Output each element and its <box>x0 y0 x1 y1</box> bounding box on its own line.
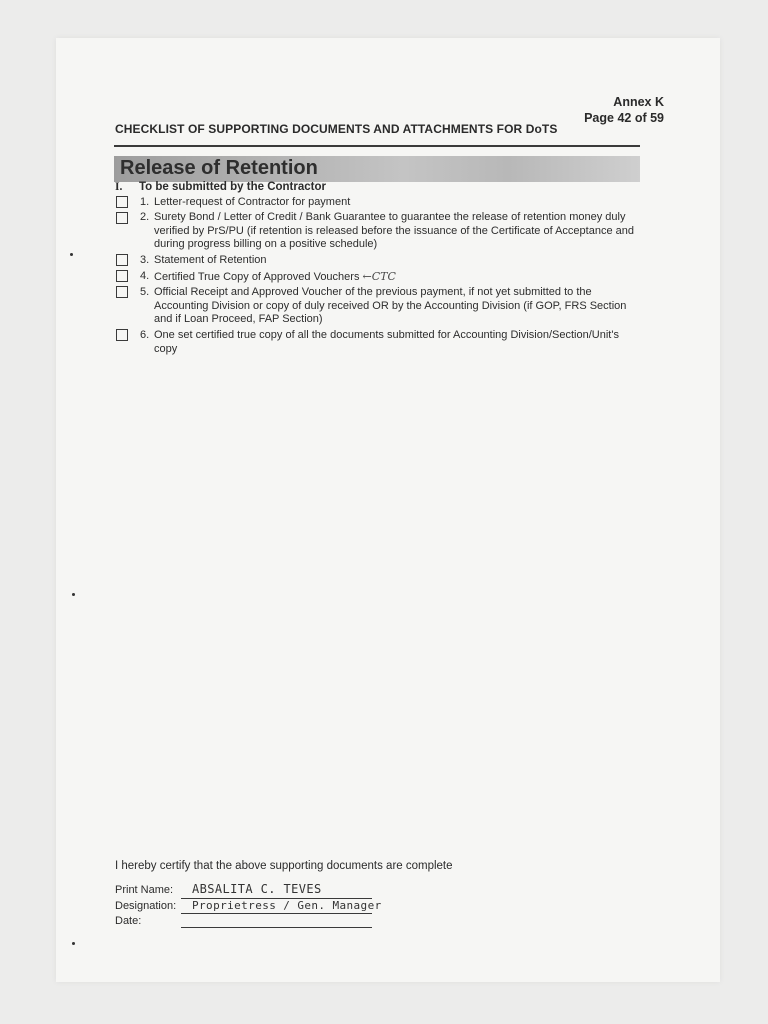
item-text-content: Certified True Copy of Approved Vouchers <box>154 271 360 283</box>
part-heading <box>115 181 326 193</box>
document-title: CHECKLIST OF SUPPORTING DOCUMENTS AND ATTACHMENTS FOR DoTS <box>115 122 558 136</box>
scan-speck <box>72 942 75 945</box>
checkbox[interactable] <box>116 286 128 298</box>
item-text: Surety Bond / Letter of Credit / Bank Guarantee to guarantee the release of retention money duly verified by PrS/PU (if retention is released before the issuance of the Certificate of Acceptance and during progress billing on a positive schedule) <box>154 211 634 250</box>
section-banner <box>114 156 640 182</box>
title-divider <box>114 145 640 147</box>
checkbox[interactable] <box>116 196 128 208</box>
item-number: 2. <box>140 211 150 223</box>
item-text <box>154 270 636 285</box>
item-number: 3. <box>140 254 150 266</box>
designation-value: Proprietress / Gen. Manager <box>192 899 382 912</box>
item-text: Statement of Retention <box>154 254 267 266</box>
item-text: Official Receipt and Approved Voucher of the previous payment, if not yet submitted to the Accounting Division or copy of duly received OR by the Accounting Division (if GOP, FRS Section and if Loan Proceed, FAP Section) <box>154 286 627 325</box>
item-text: Letter-request of Contractor for payment <box>154 196 351 208</box>
print-name-label: Print Name: <box>115 884 174 896</box>
checkbox[interactable] <box>116 270 128 282</box>
annex-label: Annex K <box>613 95 664 109</box>
scan-speck <box>70 253 73 256</box>
scan-speck <box>72 593 75 596</box>
print-name-row <box>115 884 181 896</box>
part-title: To be submitted by the Contractor <box>139 181 326 193</box>
handwritten-annotation: ←CTC <box>362 270 396 283</box>
item-number: 4. <box>140 270 150 282</box>
item-number: 6. <box>140 329 150 341</box>
checkbox[interactable] <box>116 329 128 341</box>
designation-row <box>115 900 181 912</box>
page-number: Page 42 of 59 <box>584 111 664 125</box>
section-title: Release of Retention <box>120 157 318 179</box>
item-number: 1. <box>140 196 150 208</box>
certification-statement: I hereby certify that the above supporting documents are complete <box>115 860 453 872</box>
date-row <box>115 915 181 927</box>
part-number: I. <box>115 181 123 193</box>
item-text: One set certified true copy of all the documents submitted for Accounting Division/Section/Unit's copy <box>154 329 619 355</box>
designation-line <box>181 913 372 914</box>
page-header-info <box>584 94 664 126</box>
checkbox[interactable] <box>116 254 128 266</box>
print-name-value: ABSALITA C. TEVES <box>192 882 322 896</box>
checkbox[interactable] <box>116 212 128 224</box>
date-line <box>181 927 372 928</box>
designation-label: Designation: <box>115 900 177 912</box>
date-label: Date: <box>115 915 142 927</box>
item-number: 5. <box>140 286 150 298</box>
